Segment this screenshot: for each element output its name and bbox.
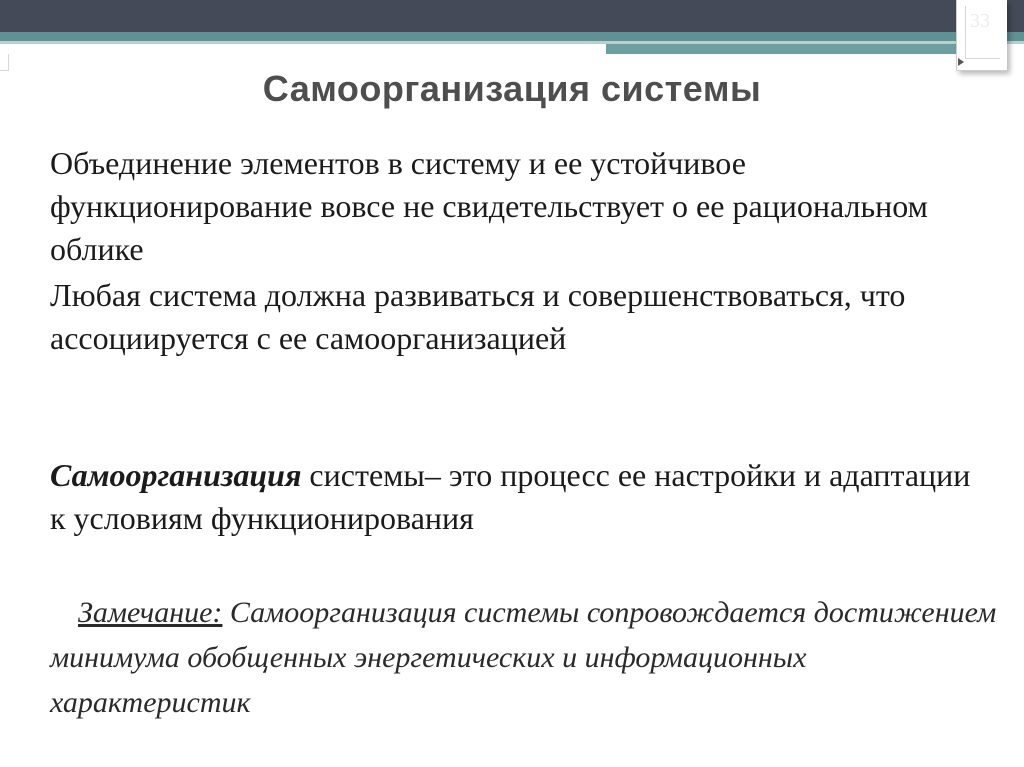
- definition-text: системы– это процесс ее настройки и адаптации к условиям функционирования: [50, 457, 971, 536]
- note-label: Замечание:: [78, 596, 223, 629]
- definition-term: Самоорганизация: [50, 457, 302, 493]
- header-band-accent: [606, 44, 958, 54]
- header-band-teal: [0, 32, 1024, 41]
- frame-arrow-icon: [958, 58, 964, 66]
- paragraph-unification: Объединение элементов в систему и ее устойчивое функционирование вовсе не свидетельствует о ее рациональном облике: [50, 145, 928, 267]
- paragraph-development: Любая система должна развиваться и совершенствоваться, что ассоциируется с ее самоорганизацией: [50, 277, 906, 356]
- note-paragraph: [50, 590, 1010, 725]
- slide-number: 33: [970, 10, 990, 32]
- note-text: Самоорганизация системы сопровождается достижением минимума обобщенных энергетических и информационных характеристик: [50, 596, 997, 719]
- definition-paragraph: [50, 454, 990, 540]
- slide-title: Самоорганизация системы: [262, 68, 762, 109]
- header-band-dark: [0, 0, 1024, 32]
